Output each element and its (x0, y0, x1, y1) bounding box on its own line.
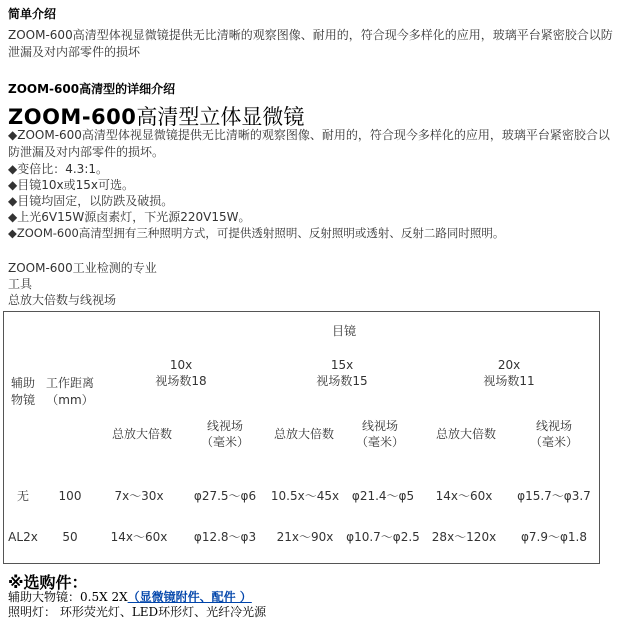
working-distance-header-2: （mm） (46, 393, 94, 407)
product-title-latin: ZOOM-600 (8, 105, 137, 129)
spec-table (3, 311, 600, 564)
sub-field-20x-2: （毫米） (529, 435, 578, 449)
product-title-cjk: 高清型立体显微镜 (136, 105, 305, 129)
eyepiece-header: 目镜 (331, 324, 356, 338)
group-20x-eyepiece: 20x (497, 358, 521, 372)
aux-objective-line (8, 590, 252, 605)
sub-field-20x-1: 线视场 (535, 419, 572, 433)
feature-1: ◆ZOOM-600高清型体视显微镜提供无比清晰的观察图像、耐用的，符合现今多样化的应用，玻璃平台紧密胶合以防泄漏及对内部零件的损坏。 (8, 128, 610, 159)
group-10x-eyepiece: 10x (169, 358, 193, 372)
sub-field-15x-1: 线视场 (361, 419, 398, 433)
working-distance-header-1: 工作距离 (45, 376, 94, 390)
optional-title: ※选购件： (8, 573, 88, 592)
row2-working-distance: 50 (62, 530, 78, 544)
industry-line-1: ZOOM-600工业检测的专业 (8, 261, 157, 275)
group-20x-field-number: 视场数11 (483, 374, 535, 388)
feature-5: ◆上光6V15W源卤素灯，下光源220V15W。 (8, 210, 251, 224)
sub-mag-15x: 总放大倍数 (273, 427, 334, 441)
row1-10x-field: φ27.5～φ6 (193, 489, 257, 503)
sub-field-10x-2: （毫米） (200, 435, 249, 449)
table-caption: 总放大倍数与线视场 (8, 293, 117, 307)
aux-objective-header-1: 辅助 (10, 376, 35, 390)
sub-field-10x-1: 线视场 (206, 419, 243, 433)
feature-6: ◆ZOOM-600高清型拥有三种照明方式，可提供透射照明、反射照明或透射、反射二路同时照明。 (8, 226, 505, 240)
row2-15x-magnification: 21x～90x (276, 530, 334, 544)
aux-objective-header-2: 物镜 (10, 393, 35, 407)
feature-2: ◆变倍比：4.3:1。 (8, 162, 108, 176)
row1-20x-magnification: 14x～60x (435, 489, 493, 503)
feature-4: ◆目镜均固定，以防跌及破损。 (8, 194, 174, 208)
row1-working-distance: 100 (58, 489, 82, 503)
row1-20x-field: φ15.7～φ3.7 (517, 489, 591, 503)
aux-objective-text: 辅助大物镜：0.5X 2X (8, 590, 128, 604)
group-10x-field-number: 视场数18 (155, 374, 207, 388)
brief-heading: 简单介绍 (8, 7, 57, 21)
group-15x-field-number: 视场数15 (316, 374, 368, 388)
group-15x-eyepiece: 15x (330, 358, 354, 372)
row2-20x-field: φ7.9～φ1.8 (520, 530, 587, 544)
brief-text: ZOOM-600高清型体视显微镜提供无比清晰的观察图像、耐用的，符合现今多样化的应用，玻璃平台紧密胶合以防泄漏及对内部零件的损坏 (8, 28, 613, 59)
row2-10x-field: φ12.8～φ3 (193, 530, 257, 544)
detail-heading: ZOOM-600高清型的详细介绍 (8, 82, 176, 96)
row2-10x-magnification: 14x～60x (110, 530, 168, 544)
row1-15x-field: φ21.4～φ5 (351, 489, 415, 503)
sub-mag-10x: 总放大倍数 (111, 427, 172, 441)
row2-objective: AL2x (8, 530, 38, 544)
sub-field-15x-2: （毫米） (355, 435, 404, 449)
industry-line-2: 工具 (8, 277, 33, 291)
row2-15x-field: φ10.7～φ2.5 (346, 530, 420, 544)
accessories-link[interactable]: （显微镜附件、配件 ） (127, 590, 252, 604)
row1-10x-magnification: 7x～30x (114, 489, 164, 503)
row2-20x-magnification: 28x～120x (431, 530, 497, 544)
feature-3: ◆目镜10x或15x可选。 (8, 178, 134, 192)
sub-mag-20x: 总放大倍数 (435, 427, 496, 441)
lighting-line: 照明灯： 环形荧光灯、LED环形灯、光纤冷光源 (8, 605, 267, 619)
row1-objective: 无 (16, 489, 29, 503)
row1-15x-magnification: 10.5x～45x (270, 489, 340, 503)
